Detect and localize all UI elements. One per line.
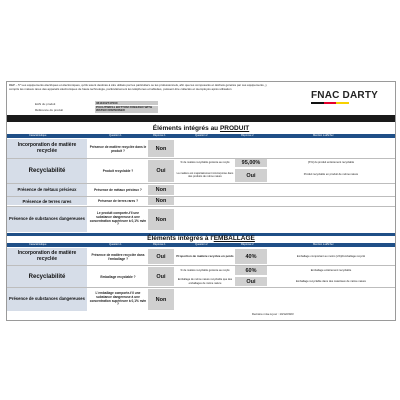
row-question: Présence de terres rares ?: [97, 199, 139, 203]
col-question2: Question 2: [195, 134, 208, 137]
section-title-produit: Éléments intégrés au PRODUIT: [152, 125, 250, 132]
column-header-row: [7, 134, 395, 138]
row-label: Incorporation de matière recyclée: [7, 248, 87, 265]
row-question: Présence de matière recyclée dans le produit ?: [89, 144, 147, 153]
col-caracteristique: Caractéristique: [29, 243, 47, 246]
col-mention: Mention à afficher: [313, 134, 334, 137]
col-question2: Question 2: [195, 243, 208, 246]
row-mention: Produit recyclable en produit de même nature: [303, 173, 359, 177]
section-title-emballage: Éléments intégrés à l'EMBALLAGE: [147, 235, 255, 242]
row-label: Recyclabilité: [7, 159, 87, 183]
info-sheet: [6, 81, 396, 321]
row-answer: Non: [148, 209, 174, 230]
reference-value: PUCHTWDS1 BOTTOM FREEZER WITH WATER DISPENSER: [95, 106, 158, 113]
row-answer: Non: [148, 289, 174, 310]
col-reponse2: Réponse 2: [241, 243, 254, 246]
row-subanswer: 95,00%: [235, 159, 267, 167]
col-reponse2: Réponse 2: [241, 134, 254, 137]
ean-value: 3611002747000: [95, 101, 158, 105]
col-question1: Question 1: [109, 243, 122, 246]
brand-flag-stripe: [311, 102, 349, 104]
row-answer: Non: [148, 197, 174, 205]
row-subquestion: % de matière recyclable générée au recylé: [180, 268, 230, 272]
column-header-row: [7, 243, 395, 247]
row-mention: [X%] du produit entièrement recyclable: [307, 161, 355, 165]
row-label: Présence de substances dangereuses: [7, 288, 87, 311]
row-mention: Emballage comportant au moins [x%]d'emballage recyclé: [296, 254, 366, 258]
brand-logo: FNAC DARTY: [311, 90, 378, 101]
reference-label: Référence du produit: [35, 108, 64, 112]
row-answer: Oui: [148, 249, 174, 264]
row-label: Présence de substances dangereuses: [7, 207, 87, 232]
sheet-header: [7, 82, 395, 114]
row-answer: Non: [148, 140, 174, 157]
row-answer: Oui: [148, 160, 174, 182]
row-question: L'emballage comporte-t'il une substance dangereuse à une concentration supérieure à 0,1% m/m ?: [89, 290, 147, 307]
col-reponse1: Réponse 1: [153, 243, 166, 246]
row-label: Incorporation de matière recyclée: [7, 139, 87, 158]
row-subanswer: 60%: [235, 266, 267, 275]
row-subquestion: % de matière recyclable générée au recylé: [180, 161, 230, 165]
ean-label: EAN du produit: [35, 102, 56, 106]
row-question: Produit recyclable ?: [102, 169, 134, 173]
row-subquestion: La matière est majoritairement réincorporée dans des produits de même nature: [176, 171, 234, 178]
row-question: Présence de métaux précieux ?: [94, 188, 142, 192]
col-caracteristique: Caractéristique: [29, 134, 47, 137]
row-label: Recyclabilité: [7, 266, 87, 287]
row-subanswer: Oui: [235, 169, 267, 182]
col-reponse1: Réponse 1: [153, 134, 166, 137]
row-subquestion: Emballage de même nature recyclable que des emballages de même nature: [177, 278, 233, 285]
row-subquestion: Proportion de matière recyclée en poids: [176, 253, 234, 258]
col-question1: Question 1: [109, 134, 122, 137]
col-mention: Mention à afficher: [313, 243, 334, 246]
row-question: Le produit comporte-t'il une substance dangereuse à une concentration supérieure à 0,1% m/m ?: [89, 210, 147, 227]
row-question: Emballage recyclable ?: [100, 274, 136, 279]
row-subanswer: 40%: [235, 249, 267, 264]
row-subanswer: Oui: [235, 277, 267, 286]
row-answer: Non: [148, 185, 174, 195]
last-update-note: Dernière mise à jour : 10/12/2023: [252, 312, 294, 316]
section-divider-band: [7, 115, 395, 122]
row-mention: Emballage recyclable dans des matériaux de même nature: [295, 279, 367, 283]
row-label: Présence de terres rares: [7, 197, 87, 205]
row-mention: Emballage entièrement recyclable: [310, 268, 352, 272]
intro-text: REP – 5° Les équipements électriques et électroniques, qu'ils soient destinés à être utilisés par les particuliers ou les professionnels, afin que les composants et déchets générés par ces équipements, y compris les métaux rares des appareils électroniques de haute technologie, particulièrement les téléphones et tablettes, puissent être collectés et réemployés après utilisation: [9, 83, 267, 91]
row-question: Présence de matière recyclée dans l'emballage ?: [91, 252, 145, 261]
row-answer: Oui: [148, 267, 174, 286]
row-label: Présence de métaux précieux: [7, 184, 87, 196]
